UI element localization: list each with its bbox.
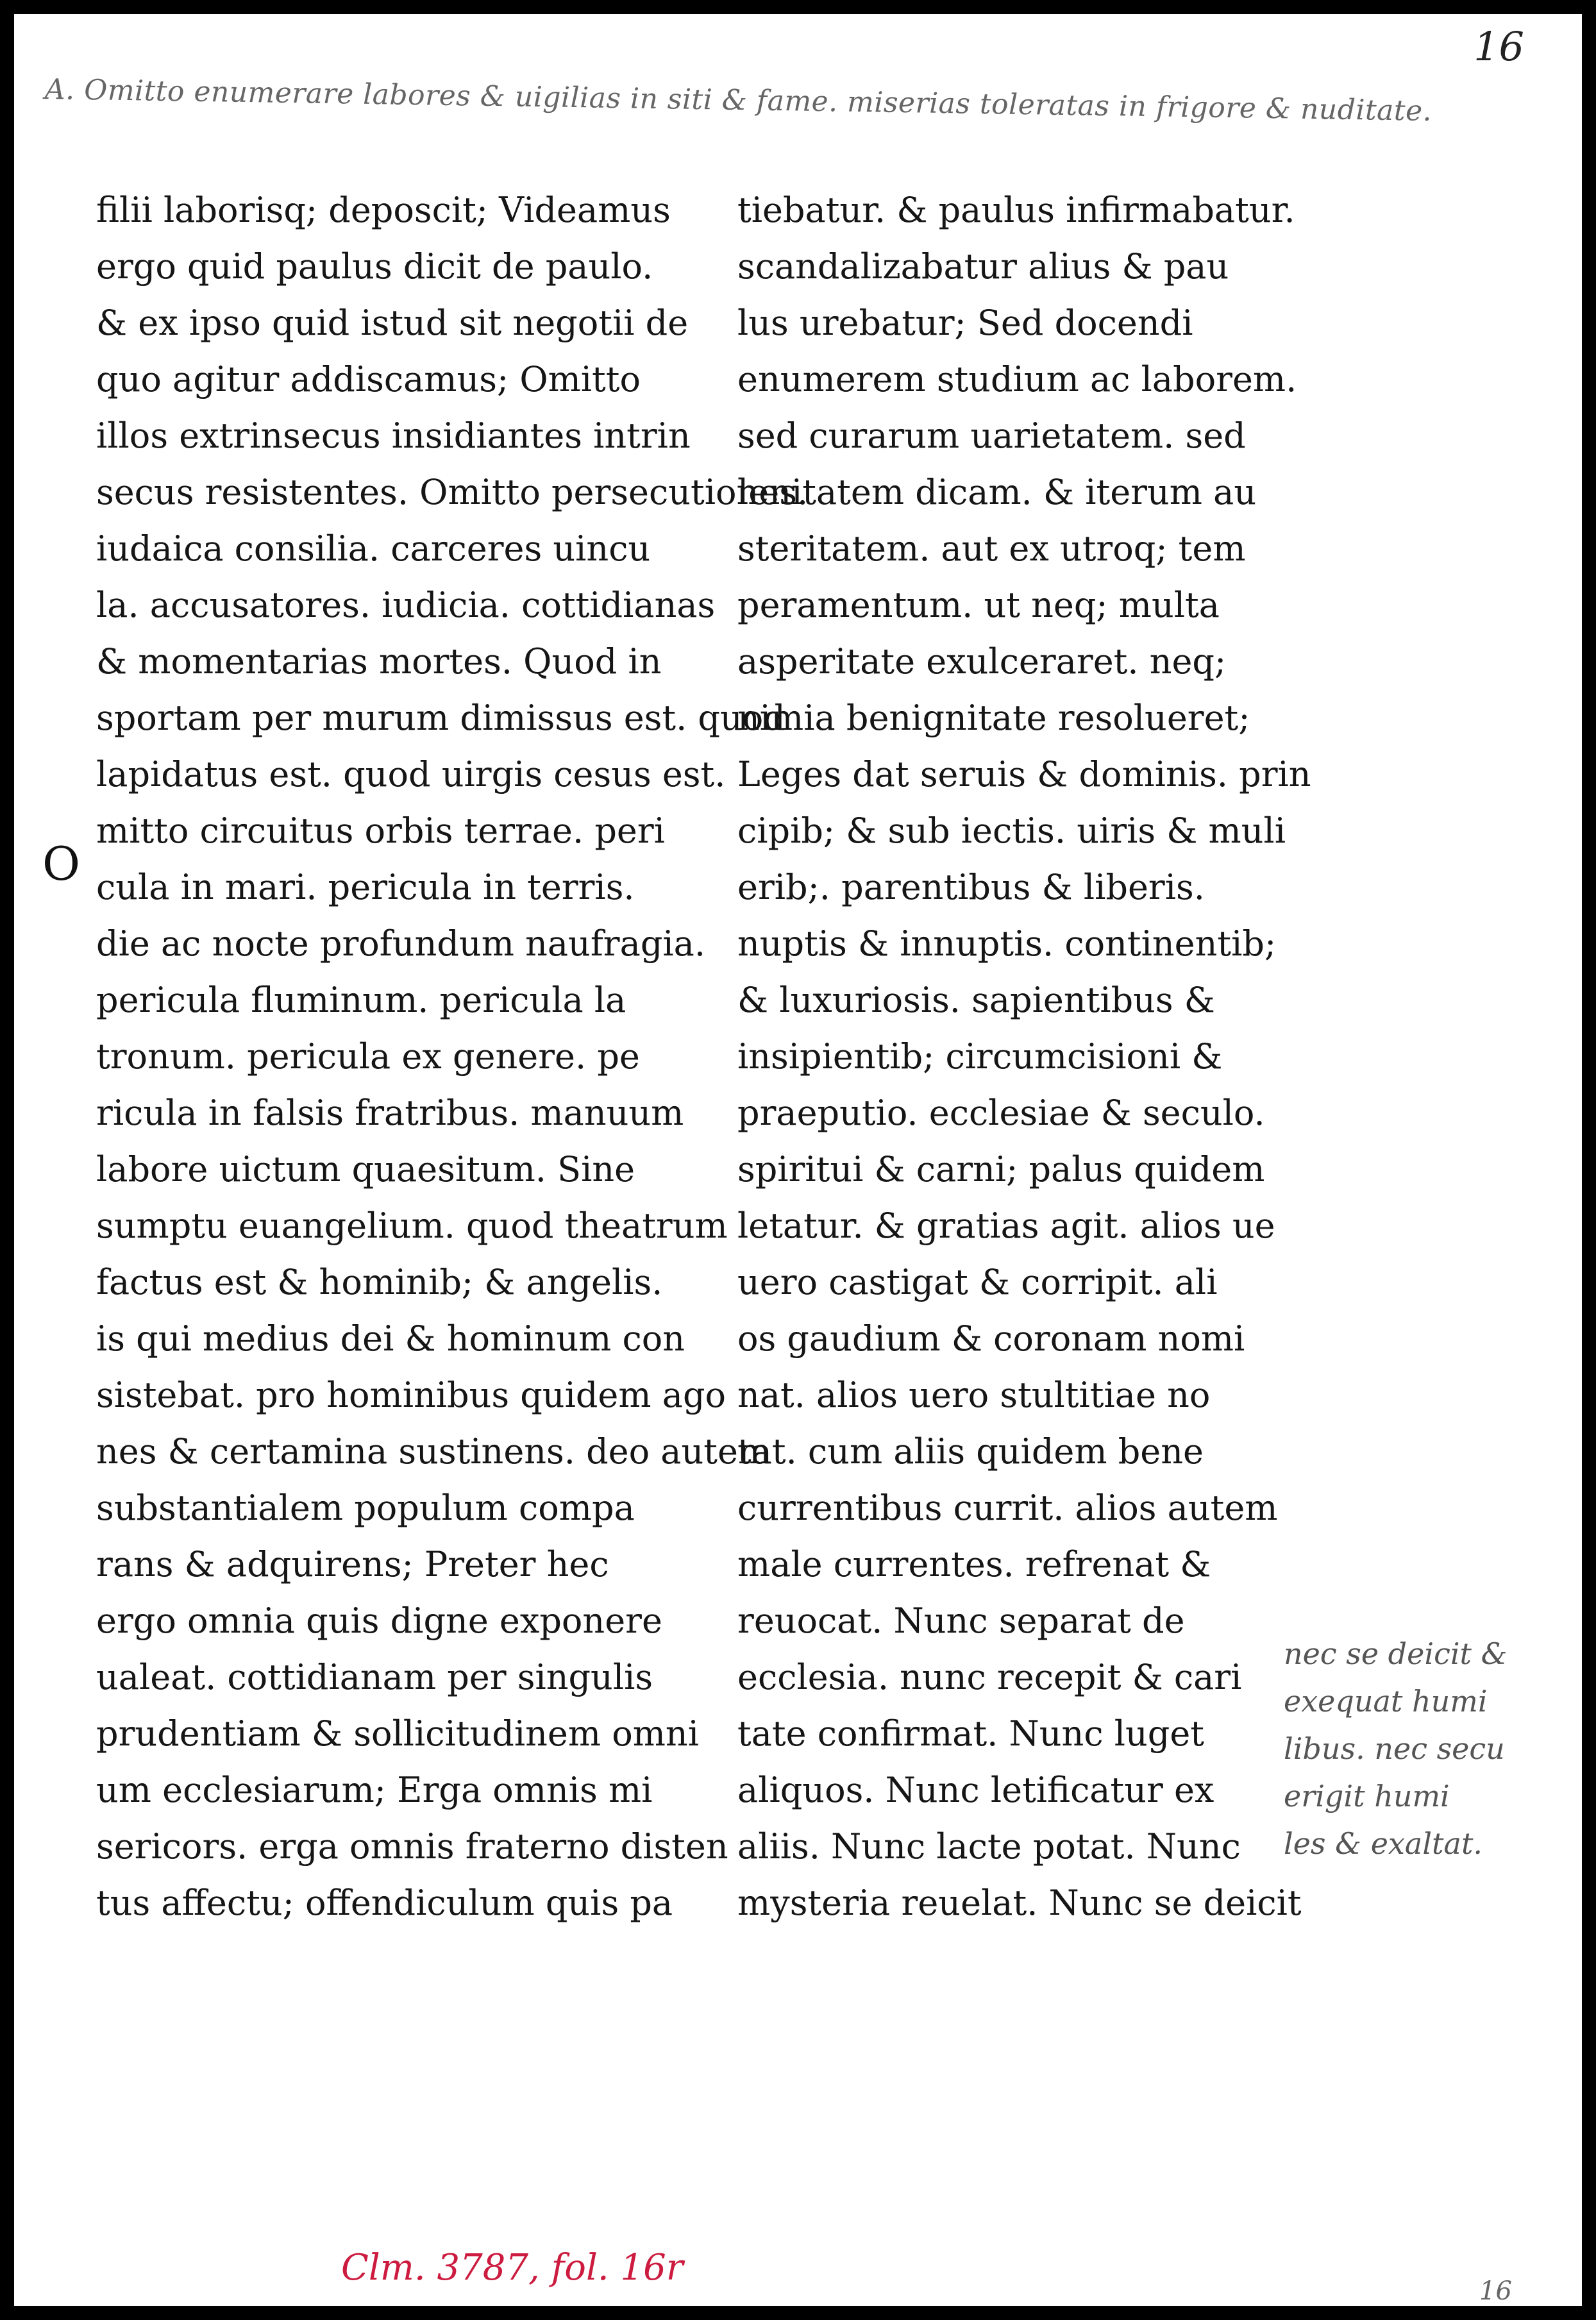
text-line: illos extrinsecus insidiantes intrin — [96, 416, 691, 456]
text-line: pericula fluminum. pericula la — [96, 980, 626, 1020]
initial-letter: O — [42, 837, 81, 891]
text-line: sed curarum uarietatem. sed — [737, 416, 1246, 456]
text-line: tiebatur. & paulus infirmabatur. — [737, 190, 1295, 230]
text-line: tate confirmat. Nunc luget — [737, 1713, 1204, 1754]
left-text-column — [96, 182, 809, 1931]
text-line: scandalizabatur alius & pau — [737, 246, 1229, 287]
margin-gloss-line: les & exaltat. — [1284, 1826, 1483, 1861]
right-text-column — [737, 182, 1311, 1931]
margin-gloss — [1284, 1630, 1508, 1867]
text-line: mitto circuitus orbis terrae. peri — [96, 811, 665, 851]
text-line: nimia benignitate resolueret; — [737, 698, 1250, 738]
text-line: aliis. Nunc lacte potat. Nunc — [737, 1826, 1241, 1867]
text-line: ecclesia. nunc recepit & cari — [737, 1657, 1242, 1697]
header-gloss: A. Omitto enumerare labores & uigilias in siti & fame. miserias toleratas in frigore & nuditate. — [44, 73, 1432, 128]
text-line: substantialem populum compa — [96, 1488, 635, 1528]
margin-gloss-line: erigit humi — [1284, 1779, 1450, 1813]
text-line: sumptu euangelium. quod theatrum — [96, 1206, 728, 1246]
text-line: letatur. & gratias agit. alios ue — [737, 1206, 1275, 1246]
text-line: iudaica consilia. carceres uincu — [96, 528, 651, 569]
text-line: & luxuriosis. sapientibus & — [737, 980, 1215, 1020]
text-line: ergo omnia quis digne exponere — [96, 1601, 662, 1641]
text-line: sericors. erga omnis fraterno disten — [96, 1826, 728, 1867]
text-line: male currentes. refrenat & — [737, 1544, 1211, 1584]
text-line: insipientib; circumcisioni & — [737, 1036, 1223, 1077]
text-line: aliquos. Nunc letificatur ex — [737, 1770, 1214, 1810]
text-line: nuptis & innuptis. continentib; — [737, 923, 1277, 964]
text-line: ergo quid paulus dicit de paulo. — [96, 246, 653, 287]
text-line: praeputio. ecclesiae & seculo. — [737, 1093, 1265, 1133]
text-line: lapidatus est. quod uirgis cesus est. — [96, 754, 726, 794]
text-line: prudentiam & sollicitudinem omni — [96, 1713, 699, 1754]
text-line: die ac nocte profundum naufragia. — [96, 923, 706, 964]
text-line: nes & certamina sustinens. deo autem — [96, 1431, 771, 1472]
text-line: secus resistentes. Omitto persecutiones. — [96, 472, 809, 512]
text-line: peramentum. ut neq; multa — [737, 585, 1220, 625]
text-line: factus est & hominib; & angelis. — [96, 1262, 663, 1302]
text-line: la. accusatores. iudicia. cottidianas — [96, 585, 716, 625]
text-line: Leges dat seruis & dominis. prin — [737, 754, 1311, 794]
text-line: ricula in falsis fratribus. manuum — [96, 1093, 684, 1133]
folio-number-bottom: 16 — [1479, 2276, 1512, 2306]
text-line: quo agitur addiscamus; Omitto — [96, 359, 641, 399]
margin-gloss-line: exequat humi — [1284, 1684, 1488, 1719]
text-line: enumerem studium ac laborem. — [737, 359, 1297, 399]
text-line: currentibus currit. alios autem — [737, 1488, 1278, 1528]
folio-number-top: 16 — [1474, 23, 1524, 70]
text-line: tus affectu; offendiculum quis pa — [96, 1883, 673, 1923]
text-line: tronum. pericula ex genere. pe — [96, 1036, 640, 1077]
text-line: cula in mari. pericula in terris. — [96, 867, 635, 907]
text-line: labore uictum quaesitum. Sine — [96, 1149, 635, 1189]
text-line: lus urebatur; Sed docendi — [737, 303, 1193, 343]
text-line: um ecclesiarum; Erga omnis mi — [96, 1770, 653, 1810]
margin-gloss-line: nec se deicit & — [1284, 1636, 1508, 1671]
text-line: ualeat. cottidianam per singulis — [96, 1657, 653, 1697]
text-line: & momentarias mortes. Quod in — [96, 641, 662, 682]
text-line: mysteria reuelat. Nunc se deicit — [737, 1883, 1302, 1923]
text-line: rans & adquirens; Preter hec — [96, 1544, 609, 1584]
text-line: os gaudium & coronam nomi — [737, 1318, 1245, 1359]
text-line: cipib; & sub iectis. uiris & muli — [737, 811, 1286, 851]
text-line: is qui medius dei & hominum con — [96, 1318, 685, 1359]
text-line: filii laborisq; deposcit; Videamus — [96, 190, 671, 230]
text-line: reuocat. Nunc separat de — [737, 1601, 1185, 1641]
margin-gloss-line: libus. nec secu — [1284, 1731, 1505, 1766]
text-line: nat. alios uero stultitiae no — [737, 1375, 1211, 1415]
text-line: steritatem. aut ex utroq; tem — [737, 528, 1246, 569]
text-line: lenitatem dicam. & iterum au — [737, 472, 1257, 512]
text-line: erib;. parentibus & liberis. — [737, 867, 1205, 907]
text-line: asperitate exulceraret. neq; — [737, 641, 1227, 682]
text-line: tat. cum aliis quidem bene — [737, 1431, 1204, 1472]
shelfmark-annotation: Clm. 3787, fol. 16r — [341, 2247, 684, 2289]
text-line: uero castigat & corripit. ali — [737, 1262, 1218, 1302]
text-line: & ex ipso quid istud sit negotii de — [96, 303, 689, 343]
text-line: sistebat. pro hominibus quidem ago — [96, 1375, 727, 1415]
text-line: spiritui & carni; palus quidem — [737, 1149, 1265, 1189]
text-line: sportam per murum dimissus est. quod — [96, 698, 785, 738]
